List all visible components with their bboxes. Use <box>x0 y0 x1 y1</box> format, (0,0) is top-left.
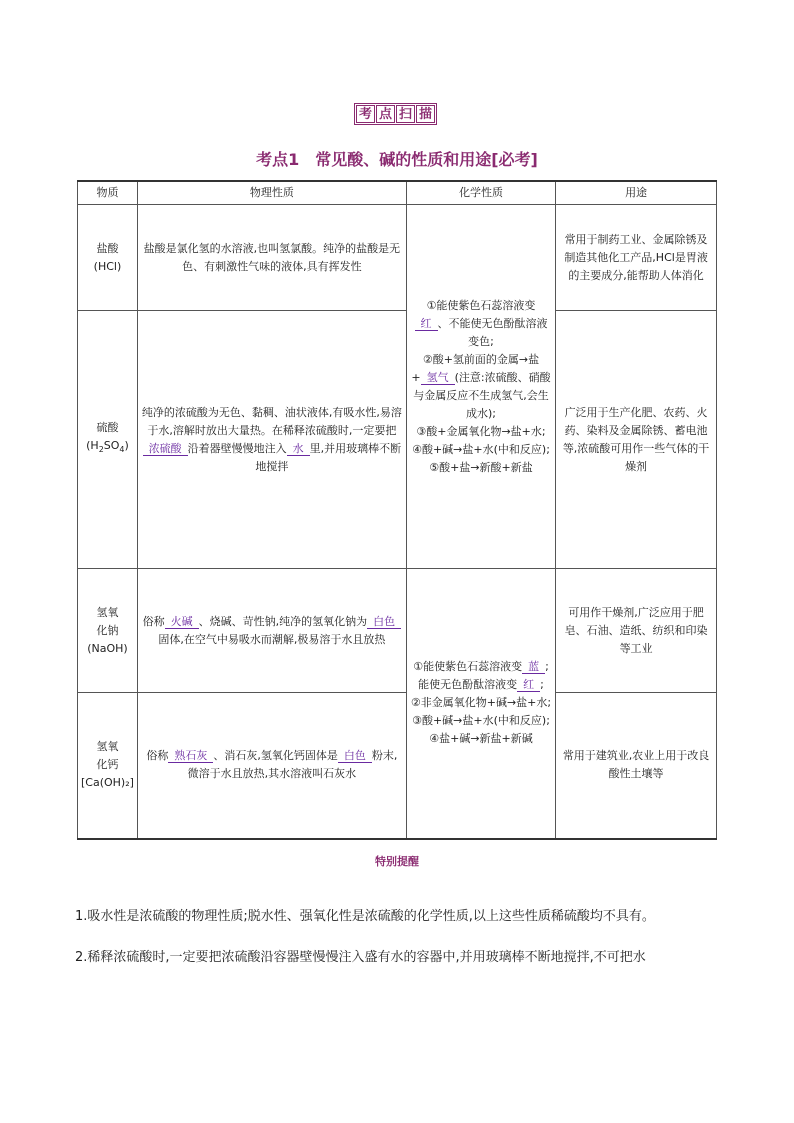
header-substance: 物质 <box>78 181 138 205</box>
acid-chem-line-5: ⑤酸+盐→新酸+新盐 <box>429 460 533 474</box>
header-physical: 物理性质 <box>137 181 406 205</box>
text: ①能使紫色石蕊溶液变 <box>426 298 536 312</box>
base-chem-line-2: ②非金属氧化物+碱→盐+水; <box>410 696 552 710</box>
text: 俗称 <box>146 749 169 763</box>
banner-char: 点 <box>376 105 395 123</box>
substance-formula: (NaOH) <box>87 641 128 655</box>
section-banner <box>354 103 437 125</box>
banner-char: 考 <box>356 105 375 123</box>
table-header-row <box>78 181 717 205</box>
answer-blank: 氢气 <box>421 371 455 385</box>
substance-name: 化钙 <box>96 758 119 772</box>
table-row-caoh <box>78 693 717 839</box>
note-2: 2.稀释浓硫酸时,一定要把浓硫酸沿容器壁慢慢注入盛有水的容器中,并用玻璃棒不断地搅拌,不可把水 <box>75 950 646 965</box>
answer-blank: 白色 <box>367 615 401 629</box>
text: 里,并用玻璃棒不断地搅拌 <box>255 441 402 473</box>
table-row-naoh <box>78 569 717 693</box>
banner-char: 扫 <box>396 105 415 123</box>
text: 纯净的浓硫酸为无色、黏稠、油状液体,有吸水性,易溶于水,溶解时放出大量热。在稀释浓硫酸时,一定要把 <box>141 405 402 437</box>
substance-formula <box>81 437 134 459</box>
answer-blank: 水 <box>287 442 310 456</box>
properties-table <box>77 180 717 840</box>
text: 、不能使无色酚酞溶液变色; <box>437 316 548 348</box>
base-chemical-properties <box>406 569 555 839</box>
substance-h2so4 <box>78 311 138 569</box>
acid-chem-line-2 <box>410 351 552 423</box>
substance-formula: (HCl) <box>93 259 122 273</box>
text: 、烧碱、苛性钠,纯净的氢氧化钠为 <box>198 614 368 628</box>
use-naoh: 可用作干燥剂,广泛应用于肥皂、石油、造纸、纺织和印染等工业 <box>556 569 717 693</box>
answer-blank: 火碱 <box>165 615 199 629</box>
text: SO <box>103 439 120 453</box>
text: ②酸+氢前面的金属→盐+ <box>411 352 540 384</box>
text: ①能使紫色石蕊溶液变 <box>413 660 523 674</box>
substance-formula: [Ca(OH)₂] <box>81 776 134 790</box>
text: (H <box>86 439 99 453</box>
use-h2so4: 广泛用于生产化肥、农药、火药、染料及金属除锈、蓄电池等,浓硫酸可用作一些气体的干燥剂 <box>556 311 717 569</box>
substance-name: 氢氧 <box>96 605 119 619</box>
substance-caoh <box>78 693 138 839</box>
acid-chem-line-3: ③酸+金属氧化物→盐+水; <box>416 424 546 438</box>
table-row-h2so4 <box>78 311 717 569</box>
substance-name: 盐酸 <box>96 241 119 255</box>
subscript: 4 <box>119 445 125 455</box>
substance-name: 硫酸 <box>96 421 119 435</box>
text: ) <box>124 439 129 453</box>
physical-naoh <box>137 569 406 693</box>
base-chem-line-3: ③酸+碱→盐+水(中和反应); <box>412 714 550 728</box>
text: 俗称 <box>142 614 165 628</box>
note-1: 1.吸水性是浓硫酸的物理性质;脱水性、强氧化性是浓硫酸的化学性质,以上这些性质稀硫酸均不具有。 <box>75 909 655 924</box>
answer-blank: 浓硫酸 <box>143 442 188 456</box>
banner-char: 描 <box>416 105 435 123</box>
substance-name: 氢氧 <box>96 740 119 754</box>
answer-blank: 白色 <box>338 749 372 763</box>
substance-hcl <box>78 205 138 311</box>
answer-blank: 红 <box>517 678 540 692</box>
section-title: 考点1 常见酸、碱的性质和用途[必考] <box>256 150 538 169</box>
physical-hcl: 盐酸是氯化氢的水溶液,也叫氢氯酸。纯净的盐酸是无色、有刺激性气味的液体,具有挥发性 <box>137 205 406 311</box>
answer-blank: 红 <box>415 317 438 331</box>
text: ;能使无色酚酞溶液变 <box>418 660 549 692</box>
tip-title: 特别提醒 <box>375 855 419 868</box>
text: 固体,在空气中易吸水而潮解,极易溶于水且放热 <box>158 632 386 646</box>
answer-blank: 熟石灰 <box>168 749 213 763</box>
substance-naoh <box>78 569 138 693</box>
base-chem-line-4: ④盐+碱→新盐+新碱 <box>429 732 533 746</box>
table-row-hcl <box>78 205 717 311</box>
acid-chemical-properties <box>406 205 555 569</box>
physical-caoh <box>137 693 406 839</box>
physical-h2so4 <box>137 311 406 569</box>
text: 沿着器壁慢慢地注入 <box>187 441 287 455</box>
use-caoh: 常用于建筑业,农业上用于改良酸性土壤等 <box>556 693 717 839</box>
use-hcl: 常用于制药工业、金属除锈及制造其他化工产品,HCl是胃液的主要成分,能帮助人体消化 <box>556 205 717 311</box>
text: 、消石灰,氢氧化钙固体是 <box>213 749 338 763</box>
text: ; <box>540 678 544 692</box>
header-use: 用途 <box>556 181 717 205</box>
text: (注意:浓硫酸、硝酸与金属反应不生成氢气,会生成水); <box>413 370 551 420</box>
substance-name: 化钠 <box>96 623 119 637</box>
text: 粉末,微溶于水且放热,其水溶液叫石灰水 <box>187 749 398 781</box>
answer-blank: 蓝 <box>522 660 545 674</box>
acid-chem-line-4: ④酸+碱→盐+水(中和反应); <box>412 442 550 456</box>
acid-chem-line-1 <box>410 297 552 351</box>
subscript: 2 <box>98 445 104 455</box>
header-chemical: 化学性质 <box>406 181 555 205</box>
base-chem-line-1 <box>410 658 552 694</box>
